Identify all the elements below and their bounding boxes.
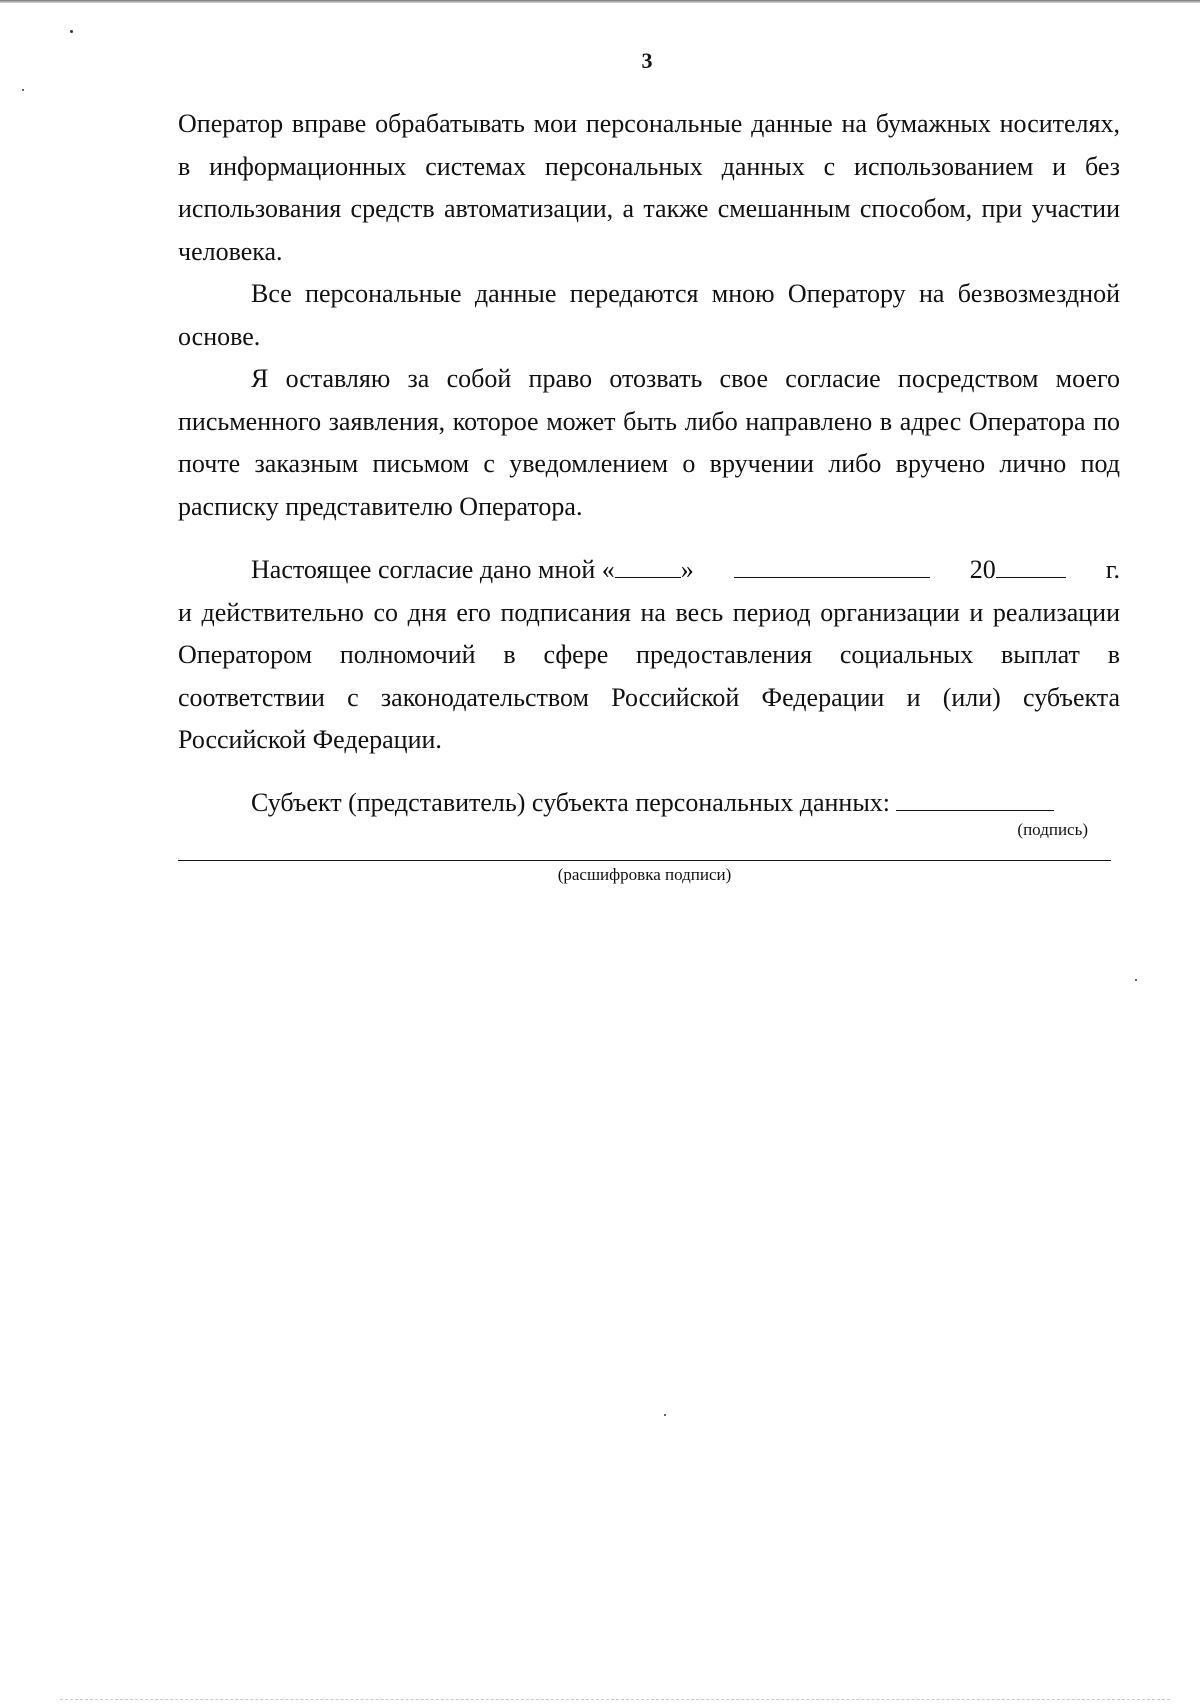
scan-speck (664, 1414, 666, 1416)
paragraph-revocation-right: Я оставляю за собой право отозвать свое согласие посредством моего письменного заявления, которое может быть либо направлено в адрес Оператора по почте заказным письмом с уведомлением о вручении либо вручено лично под расписку представителю Оператора. (178, 364, 1120, 521)
year-blank-field[interactable] (996, 555, 1066, 578)
signature-decode-caption: (расшифровка подписи) (557, 865, 732, 884)
scan-speck (1135, 979, 1137, 981)
paragraph-processing-methods: Оператор вправе обрабатывать мои персональные данные на бумажных носителях, в информационных системах персональных данных с использованием и без использования средств автоматизации, а также смешанным способом, при участии человека. (178, 109, 1120, 266)
day-blank-field[interactable] (615, 555, 681, 578)
signature-caption: (подпись) (1017, 820, 1088, 839)
consent-date-lead-text: Настоящее согласие дано мной « (251, 555, 615, 584)
signature-label: Субъект (представитель) субъекта персональных данных: (251, 787, 891, 817)
page-number: 3 (641, 48, 653, 73)
document-body (178, 103, 1120, 885)
year-suffix: г. (1105, 555, 1120, 584)
signature-decode-blank-field[interactable] (178, 860, 1111, 861)
consent-date-line (178, 549, 1120, 592)
scan-speck (70, 30, 73, 33)
signature-row (178, 782, 1120, 825)
month-blank-field[interactable] (734, 555, 930, 578)
scan-top-edge (0, 0, 1200, 3)
signature-blank-field[interactable] (896, 788, 1054, 811)
scan-speck (22, 89, 24, 91)
year-prefix: 20 (969, 555, 996, 584)
consent-date-lead (178, 549, 694, 592)
consent-date-close-quote: » (680, 555, 694, 584)
scan-bottom-edge (60, 1699, 1170, 1700)
consent-year (970, 549, 1066, 592)
paragraph-consent-validity: и действительно со дня его подписания на весь период организации и реализации Оператором полномочий в сфере предоставления социальных выплат в соответствии с законодательством Российской Федерации и (или) субъекта Российской Федерации. (178, 597, 1120, 754)
paragraph-free-transfer: Все персональные данные передаются мною Оператору на безвозмездной основе. (178, 279, 1120, 351)
